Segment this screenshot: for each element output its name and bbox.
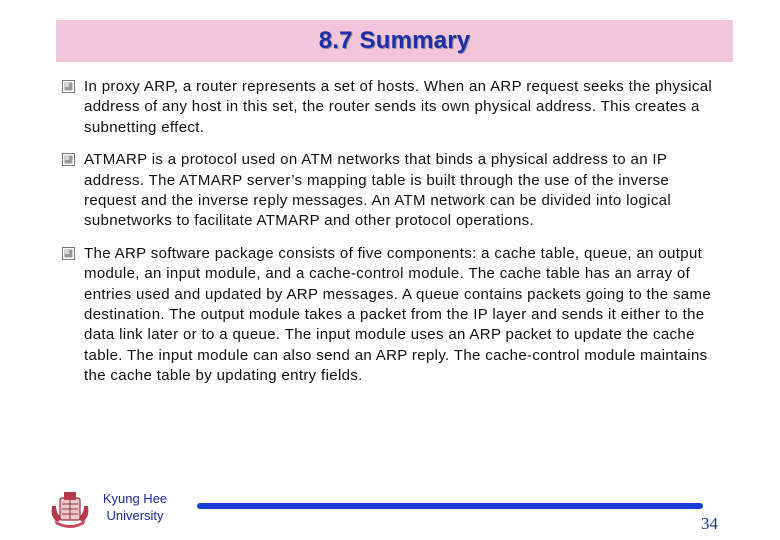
university-seal-icon [48, 488, 92, 528]
checkbox-bullet-icon [62, 247, 75, 260]
bullet-list [62, 77, 722, 399]
bullet-item [62, 77, 722, 138]
bullet-item [62, 150, 722, 232]
title-bar [56, 20, 733, 62]
bullet-item [62, 244, 722, 387]
bullet-text: In proxy ARP, a router represents a set of hosts. When an ARP request seeks the physical address of any host in this set, the router sends its own physical address. This creates a subnetting effect. [84, 78, 713, 136]
checkbox-bullet-icon [62, 80, 75, 93]
footer-divider [197, 503, 703, 509]
university-line-1: Kyung Hee [102, 491, 168, 506]
slide-title: 8.7 Summary [318, 27, 471, 54]
bullet-text: ATMARP is a protocol used on ATM networks that binds a physical address to an IP address. The ATMARP server’s mapping table is built through the use of the inverse request and the inverse reply messages. An ATM network can be divided into logical subnetworks to facilitate ATMARP and other protocol operations. [84, 151, 672, 230]
university-line-2: University [106, 508, 164, 523]
checkbox-bullet-icon [62, 153, 75, 166]
page-number: 34 [701, 514, 718, 533]
bullet-text: The ARP software package consists of five components: a cache table, queue, an output module, an input module, and a cache-control module. The cache table has an array of entries used and updated by ARP messages. A queue contains packets going to the same destination. The output module takes a packet from the IP layer and sends it either to the data link later or to a queue. The input module uses an ARP packet to update the cache table. The input module can also send an ARP reply. The cache-control module maintains the cache table by updating entry fields. [84, 244, 712, 385]
university-name [94, 490, 176, 524]
